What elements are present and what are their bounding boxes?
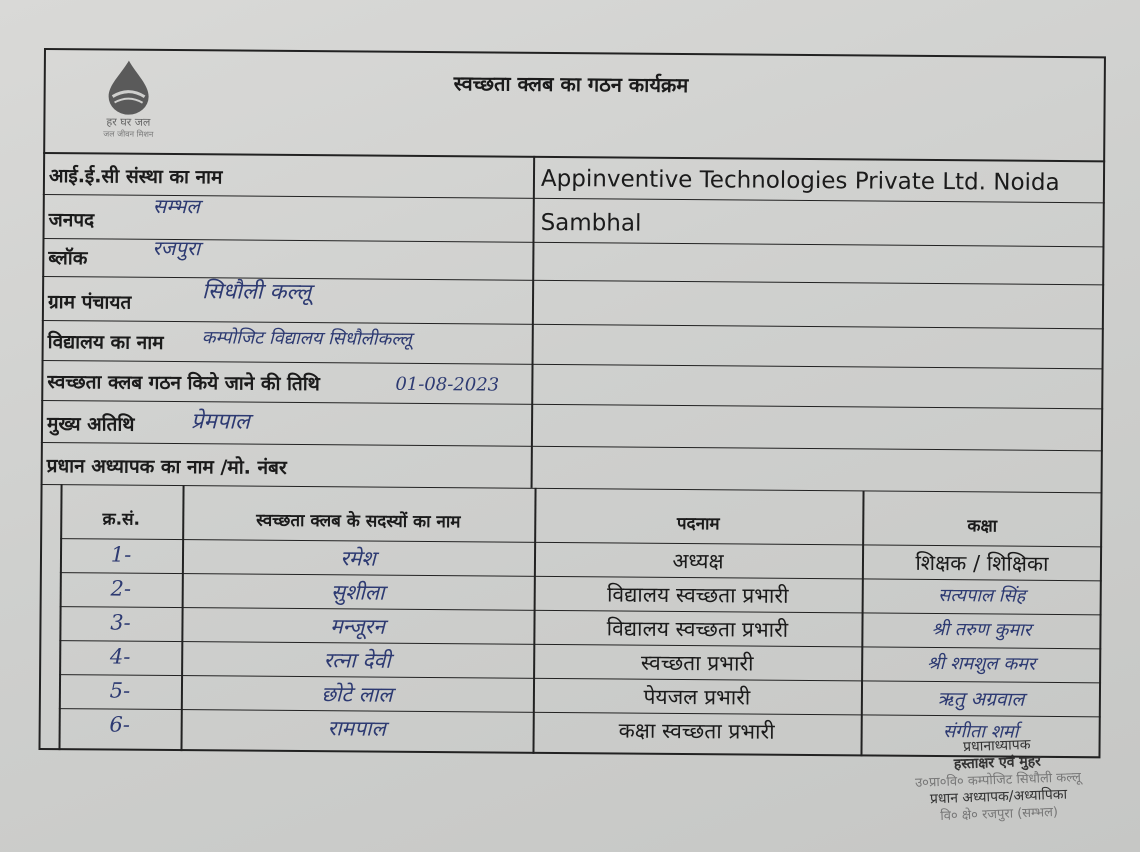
member-designation: विद्यालय स्वच्छता प्रभारी	[606, 582, 789, 608]
members-table	[58, 484, 1102, 758]
stamp-line-3: उ०प्रा०वि० कम्पोजिट सिधौली कल्लू	[914, 770, 1082, 791]
info-label: प्रधान अध्यापक का नाम /मो. नंबर	[46, 455, 287, 479]
district-value: Sambhal	[540, 209, 642, 237]
member-name: रामपाल	[327, 716, 386, 741]
member-designation: अध्यक्ष	[672, 548, 724, 574]
member-class: शिक्षक / शिक्षिका	[915, 550, 1049, 576]
member-serial: 3-	[110, 610, 131, 635]
member-designation: पेयजल प्रभारी	[643, 684, 751, 710]
header-class: कक्षा	[967, 516, 998, 537]
logo-subtext: जल जीवन मिशन	[103, 129, 154, 139]
club-formation-form	[38, 48, 1105, 758]
member-name: रमेश	[340, 546, 376, 571]
form-title: स्वच्छता क्लब का गठन कार्यक्रम	[453, 71, 689, 98]
formation-date-handwritten: 01-08-2023	[395, 373, 500, 396]
block-handwritten: रजपुरा	[152, 235, 201, 261]
member-class: श्री तरुण कुमार	[931, 618, 1032, 641]
info-label: स्वच्छता क्लब गठन किये जाने की तिथि	[47, 371, 320, 396]
info-label: विद्यालय का नाम	[47, 331, 164, 354]
iec-organization-value: Appinventive Technologies Private Ltd. Noida	[540, 165, 1060, 196]
member-name: सुशीला	[330, 580, 385, 605]
chief-guest-handwritten: प्रेमपाल	[190, 409, 250, 435]
info-label: मुख्य अतिथि	[46, 413, 135, 436]
header-serial: क्र.सं.	[102, 509, 141, 530]
member-class: श्री शमशुल कमर	[926, 652, 1036, 675]
header-designation: पदनाम	[676, 513, 720, 535]
member-serial: 1-	[110, 542, 132, 567]
member-class: सत्यपाल सिंह	[938, 585, 1026, 607]
info-label: आई.ई.सी संस्था का नाम	[48, 165, 223, 189]
members-table-header	[60, 484, 1102, 547]
stamp-line-4: प्रधान अध्यापक/अध्यापिका	[929, 786, 1068, 808]
member-serial: 4-	[109, 644, 131, 669]
har-ghar-jal-logo	[73, 56, 184, 149]
member-designation: कक्षा स्वच्छता प्रभारी	[618, 718, 775, 744]
gram-panchayat-handwritten: सिधौली कल्लू	[201, 279, 312, 306]
headmaster-stamp	[877, 734, 1120, 827]
stamp-line-1: प्रधानाध्यापक	[962, 736, 1031, 756]
info-label: ग्राम पंचायत	[47, 291, 132, 314]
member-class: ऋतु अग्रवाल	[937, 688, 1025, 711]
member-serial: 6-	[109, 712, 131, 737]
stamp-signature-caption: हस्ताक्षर एवं मुहर	[953, 753, 1042, 773]
member-name: मन्जूरन	[330, 614, 385, 639]
stamp-line-5: वि० क्षे० रजपुरा (सम्भल)	[940, 804, 1059, 825]
member-designation: स्वच्छता प्रभारी	[640, 650, 754, 676]
member-serial: 5-	[109, 678, 131, 703]
member-class: संगीता शर्मा	[942, 721, 1019, 743]
water-drop-icon	[98, 56, 158, 116]
school-name-handwritten: कम्पोजिट विद्यालय सिधौलीकल्लू	[201, 327, 412, 350]
form-header	[43, 48, 1106, 162]
logo-text: हर घर जल	[106, 115, 151, 129]
info-label: ब्लॉक	[48, 247, 88, 270]
district-handwritten: सम्भल	[152, 193, 200, 219]
member-designation: विद्यालय स्वच्छता प्रभारी	[606, 616, 789, 642]
info-label: जनपद	[48, 209, 95, 232]
member-name: छोटे लाल	[321, 682, 393, 707]
member-name: रत्ना देवी	[323, 648, 391, 673]
header-member-name: स्वच्छता क्लब के सदस्यों का नाम	[256, 510, 461, 533]
member-serial: 2-	[110, 576, 132, 601]
